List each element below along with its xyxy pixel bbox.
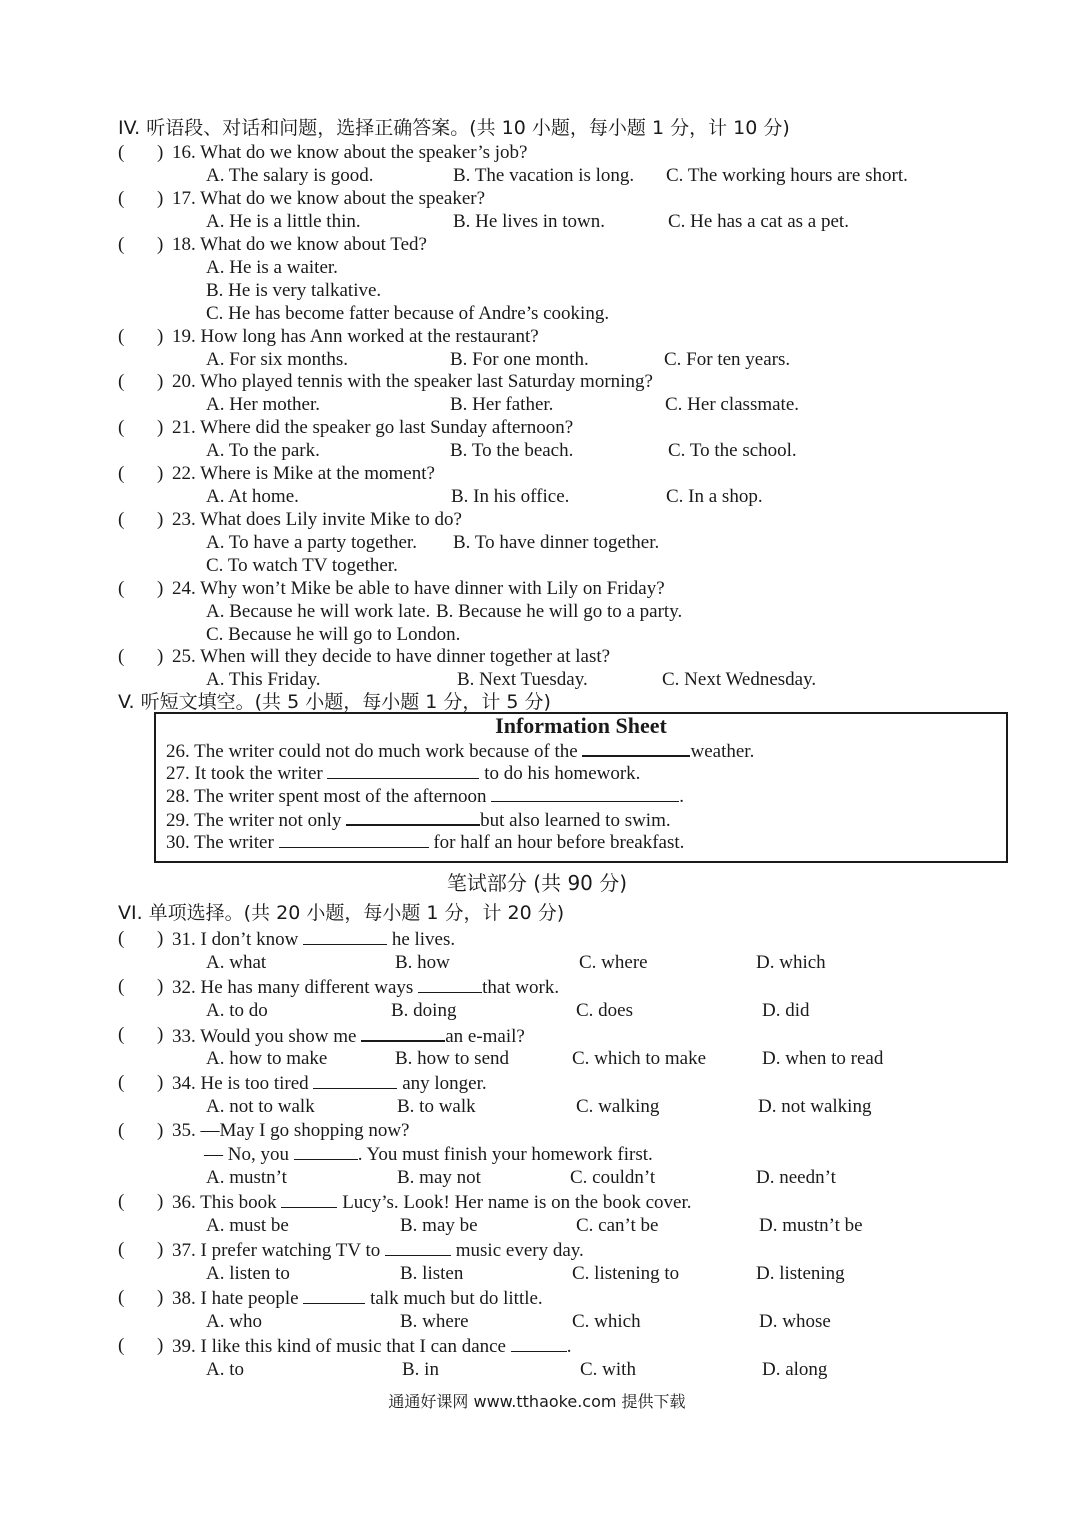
option-31-d: D. which [756, 952, 826, 973]
answer-paren-close-16: ) [157, 142, 164, 163]
answer-paren-22: ( [118, 463, 125, 484]
option-32-b: B. doing [391, 1000, 457, 1021]
answer-paren-24: ( [118, 578, 125, 599]
answer-paren-close-32: ) [157, 976, 164, 997]
answer-paren-close-38: ) [157, 1287, 164, 1308]
blank-32[interactable] [418, 976, 482, 993]
blank-38[interactable] [303, 1287, 365, 1304]
answer-paren-close-18: ) [157, 234, 164, 255]
question-36: 36. This book Lucy’s. Look! Her name is on the book cover. [172, 1192, 692, 1213]
blank-36[interactable] [281, 1191, 337, 1208]
question-31: 31. I don’t know he lives. [172, 929, 456, 950]
answer-paren-close-24: ) [157, 578, 164, 599]
option-19-c: C. For ten years. [664, 349, 791, 370]
option-33-b: B. how to send [395, 1048, 509, 1069]
option-31-c: C. where [579, 952, 648, 973]
question-23: 23. What does Lily invite Mike to do? [172, 509, 462, 530]
option-37-a: A. listen to [206, 1263, 290, 1284]
option-23-b: B. To have dinner together. [453, 532, 660, 553]
option-38-b: B. where [400, 1311, 469, 1332]
answer-paren-21: ( [118, 417, 125, 438]
answer-paren-close-19: ) [157, 326, 164, 347]
option-38-c: C. which [572, 1311, 641, 1332]
option-25-a: A. This Friday. [206, 669, 321, 690]
answer-paren-31: ( [118, 928, 125, 949]
answer-paren-37: ( [118, 1239, 125, 1260]
option-39-b: B. in [402, 1359, 439, 1380]
blank-33[interactable] [361, 1024, 445, 1042]
option-18-a: A. He is a waiter. [206, 257, 338, 278]
option-35-a: A. mustn’t [206, 1167, 287, 1188]
option-38-a: A. who [206, 1311, 262, 1332]
option-37-c: C. listening to [572, 1263, 680, 1284]
option-18-c: C. He has become fatter because of Andre’s cooking. [206, 303, 610, 324]
answer-paren-close-35: ) [157, 1120, 164, 1141]
blank-31[interactable] [303, 928, 387, 945]
option-25-b: B. Next Tuesday. [457, 669, 588, 690]
option-33-d: D. when to read [762, 1048, 884, 1069]
option-20-b: B. Her father. [450, 394, 554, 415]
fill-blank-29[interactable] [346, 808, 480, 826]
option-21-a: A. To the park. [206, 440, 320, 461]
answer-paren-close-23: ) [157, 509, 164, 530]
blank-39[interactable] [511, 1335, 567, 1352]
answer-paren-17: ( [118, 188, 125, 209]
answer-paren-close-37: ) [157, 1239, 164, 1260]
answer-paren-19: ( [118, 326, 125, 347]
option-33-c: C. which to make [572, 1048, 707, 1069]
option-39-c: C. with [580, 1359, 636, 1380]
answer-paren-35: ( [118, 1120, 125, 1141]
answer-paren-38: ( [118, 1287, 125, 1308]
option-31-b: B. how [395, 952, 450, 973]
question-34: 34. He is too tired any longer. [172, 1073, 487, 1094]
option-36-a: A. must be [206, 1215, 289, 1236]
option-36-d: D. mustn’t be [759, 1215, 863, 1236]
option-39-d: D. along [762, 1359, 828, 1380]
question-32: 32. He has many different ways that work. [172, 977, 560, 998]
fill-item-28: 28. The writer spent most of the afternoon . [166, 786, 684, 807]
blank-37[interactable] [385, 1239, 451, 1256]
option-32-d: D. did [762, 1000, 810, 1021]
option-34-b: B. to walk [397, 1096, 476, 1117]
option-36-c: C. can’t be [576, 1215, 659, 1236]
option-35-c: C. couldn’t [570, 1167, 656, 1188]
option-33-a: A. how to make [206, 1048, 328, 1069]
option-18-b: B. He is very talkative. [206, 280, 382, 301]
answer-paren-23: ( [118, 509, 125, 530]
option-32-c: C. does [576, 1000, 633, 1021]
option-24-b: B. Because he will go to a party. [436, 601, 683, 622]
question-20: 20. Who played tennis with the speaker last Saturday morning? [172, 371, 653, 392]
fill-item-27: 27. It took the writer to do his homework. [166, 763, 641, 784]
question-37: 37. I prefer watching TV to music every day. [172, 1240, 584, 1261]
option-24-c: C. Because he will go to London. [206, 624, 461, 645]
answer-paren-34: ( [118, 1072, 125, 1093]
answer-paren-close-31: ) [157, 928, 164, 949]
fill-item-30: 30. The writer for half an hour before breakfast. [166, 832, 685, 853]
option-16-b: B. The vacation is long. [453, 165, 635, 186]
section-v-title: V. 听短文填空。(共 5 小题，每小题 1 分，计 5 分) [118, 691, 551, 713]
answer-paren-close-20: ) [157, 371, 164, 392]
option-32-a: A. to do [206, 1000, 268, 1021]
answer-paren-20: ( [118, 371, 125, 392]
page-footer: 通通好课网 www.tthaoke.com 提供下载 [388, 1392, 686, 1411]
section-iv-title: IV. 听语段、对话和问题，选择正确答案。(共 10 小题，每小题 1 分，计 10 分) [118, 117, 790, 139]
answer-paren-16: ( [118, 142, 125, 163]
question-33: 33. Would you show me an e-mail? [172, 1026, 525, 1047]
option-21-c: C. To the school. [668, 440, 797, 461]
answer-paren-close-36: ) [157, 1191, 164, 1212]
option-39-a: A. to [206, 1359, 244, 1380]
answer-paren-39: ( [118, 1335, 125, 1356]
option-21-b: B. To the beach. [450, 440, 574, 461]
option-22-a: A. At home. [206, 486, 299, 507]
question-22: 22. Where is Mike at the moment? [172, 463, 435, 484]
answer-paren-close-33: ) [157, 1024, 164, 1045]
option-37-d: D. listening [756, 1263, 845, 1284]
question-24: 24. Why won’t Mike be able to have dinner with Lily on Friday? [172, 578, 665, 599]
fill-blank-26[interactable] [582, 739, 690, 757]
option-17-b: B. He lives in town. [453, 211, 605, 232]
fill-blank-27[interactable] [327, 762, 479, 779]
option-16-a: A. The salary is good. [206, 165, 374, 186]
option-34-c: C. walking [576, 1096, 660, 1117]
answer-paren-32: ( [118, 976, 125, 997]
option-36-b: B. may be [400, 1215, 478, 1236]
information-sheet-title: Information Sheet [495, 713, 667, 738]
fill-item-26: 26. The writer could not do much work because of the weather. [166, 741, 755, 762]
question-25: 25. When will they decide to have dinner together at last? [172, 646, 611, 667]
option-23-a: A. To have a party together. [206, 532, 417, 553]
question-38: 38. I hate people talk much but do little. [172, 1288, 543, 1309]
question-16: 16. What do we know about the speaker’s job? [172, 142, 528, 163]
question-21: 21. Where did the speaker go last Sunday afternoon? [172, 417, 574, 438]
option-17-a: A. He is a little thin. [206, 211, 361, 232]
fill-blank-28[interactable] [491, 785, 679, 802]
fill-blank-30[interactable] [279, 831, 429, 848]
fill-item-29: 29. The writer not only but also learned to swim. [166, 810, 671, 831]
answer-paren-18: ( [118, 234, 125, 255]
option-31-a: A. what [206, 952, 267, 973]
option-25-c: C. Next Wednesday. [662, 669, 817, 690]
question-19: 19. How long has Ann worked at the restaurant? [172, 326, 539, 347]
question-35: 35. —May I go shopping now? [172, 1120, 410, 1141]
option-35-d: D. needn’t [756, 1167, 836, 1188]
option-22-c: C. In a shop. [666, 486, 763, 507]
answer-paren-25: ( [118, 646, 125, 667]
option-20-c: C. Her classmate. [665, 394, 800, 415]
blank-34[interactable] [313, 1072, 397, 1089]
answer-paren-close-17: ) [157, 188, 164, 209]
question-18: 18. What do we know about Ted? [172, 234, 427, 255]
option-17-c: C. He has a cat as a pet. [668, 211, 849, 232]
option-20-a: A. Her mother. [206, 394, 320, 415]
answer-paren-close-25: ) [157, 646, 164, 667]
answer-paren-close-22: ) [157, 463, 164, 484]
option-22-b: B. In his office. [451, 486, 570, 507]
question-17: 17. What do we know about the speaker? [172, 188, 486, 209]
option-34-d: D. not walking [758, 1096, 872, 1117]
answer-paren-close-34: ) [157, 1072, 164, 1093]
option-19-b: B. For one month. [450, 349, 589, 370]
section-vi-title: VI. 单项选择。(共 20 小题，每小题 1 分，计 20 分) [118, 902, 565, 924]
option-23-c: C. To watch TV together. [206, 555, 398, 576]
question-35-reply: — No, you . You must finish your homework first. [204, 1144, 653, 1165]
question-39: 39. I like this kind of music that I can dance . [172, 1336, 572, 1357]
option-35-b: B. may not [397, 1167, 481, 1188]
answer-paren-36: ( [118, 1191, 125, 1212]
option-24-a: A. Because he will work late. [206, 601, 431, 622]
option-16-c: C. The working hours are short. [666, 165, 908, 186]
option-34-a: A. not to walk [206, 1096, 315, 1117]
written-part-title: 笔试部分 (共 90 分) [446, 871, 628, 895]
answer-paren-close-21: ) [157, 417, 164, 438]
option-38-d: D. whose [759, 1311, 831, 1332]
option-19-a: A. For six months. [206, 349, 348, 370]
option-37-b: B. listen [400, 1263, 464, 1284]
answer-paren-close-39: ) [157, 1335, 164, 1356]
answer-paren-33: ( [118, 1024, 125, 1045]
blank-35[interactable] [294, 1143, 358, 1160]
